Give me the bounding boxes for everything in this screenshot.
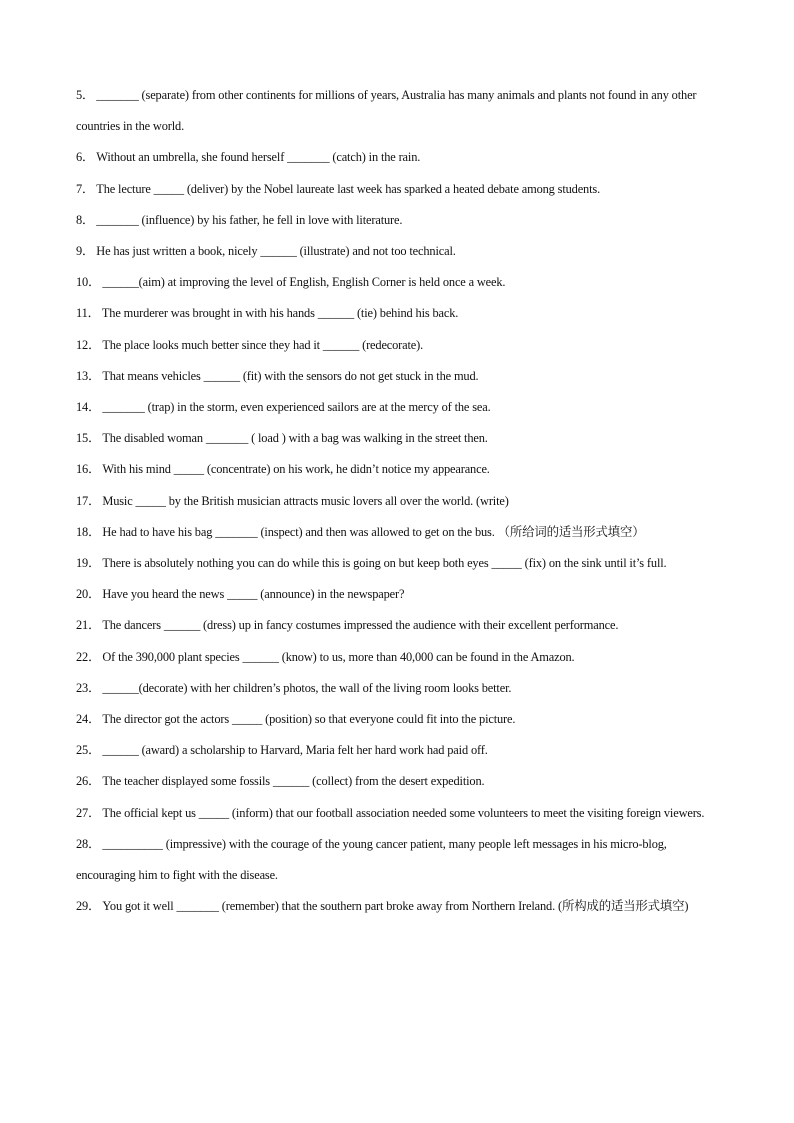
question-29 [76, 891, 718, 922]
question-27 [76, 798, 718, 829]
question-23 [76, 673, 718, 704]
question-text: The disabled woman _______ ( load ) with a bag was walking in the street then. [102, 431, 488, 446]
question-number: 14． [76, 400, 101, 415]
question-number: 20． [76, 587, 101, 602]
question-22 [76, 642, 718, 673]
question-number: 13． [76, 368, 101, 383]
question-number: 23． [76, 680, 101, 695]
question-text: The official kept us _____ (inform) that our football association needed some volunteers to meet the visiting foreign viewers. [102, 805, 705, 820]
question-20 [76, 579, 718, 610]
question-12 [76, 330, 718, 361]
question-number: 16． [76, 462, 101, 477]
question-text: _______ (separate) from other continents for millions of years, Australia has many animals and plants not found in any other countries in the world. [76, 88, 697, 134]
question-number: 26． [76, 774, 101, 789]
question-21 [76, 610, 718, 641]
question-text: Without an umbrella, she found herself _______ (catch) in the rain. [96, 150, 421, 165]
question-number: 29． [76, 899, 101, 914]
question-text: He has just written a book, nicely ______ (illustrate) and not too technical. [96, 244, 456, 259]
question-25 [76, 735, 718, 766]
question-number: 24． [76, 712, 101, 727]
question-13 [76, 361, 718, 392]
question-text: There is absolutely nothing you can do while this is going on but keep both eyes _____ (fix) on the sink until it’s full. [102, 556, 667, 571]
question-9 [76, 236, 718, 267]
question-number: 22． [76, 649, 101, 664]
question-number: 10． [76, 275, 101, 290]
question-text: Have you heard the news _____ (announce) in the newspaper? [102, 587, 405, 602]
question-11 [76, 298, 718, 329]
question-number: 6． [76, 150, 95, 165]
question-number: 28． [76, 836, 101, 851]
question-number: 15． [76, 431, 101, 446]
question-24 [76, 704, 718, 735]
question-text: The dancers ______ (dress) up in fancy costumes impressed the audience with their excellent performance. [102, 618, 619, 633]
question-15 [76, 423, 718, 454]
question-5 [76, 80, 718, 142]
question-text: ______(decorate) with her children’s photos, the wall of the living room looks better. [102, 680, 512, 695]
question-19 [76, 548, 718, 579]
question-text: The place looks much better since they had it ______ (redecorate). [102, 337, 424, 352]
question-text: The director got the actors _____ (position) so that everyone could fit into the picture. [102, 712, 516, 727]
question-number: 21． [76, 618, 101, 633]
question-number: 8． [76, 212, 95, 227]
question-text: The lecture _____ (deliver) by the Nobel laureate last week has sparked a heated debate among students. [96, 181, 601, 196]
question-text: The murderer was brought in with his hands ______ (tie) behind his back. [101, 306, 459, 321]
question-text: The teacher displayed some fossils ______ (collect) from the desert expedition. [102, 774, 485, 789]
question-text: With his mind _____ (concentrate) on his work, he didn’t notice my appearance. [102, 462, 490, 477]
question-number: 27． [76, 805, 101, 820]
question-text: You got it well _______ (remember) that the southern part broke away from Northern Ireland. (所构成的适当形式填空) [102, 899, 689, 914]
question-17 [76, 486, 718, 517]
question-number: 19． [76, 556, 101, 571]
question-text: _______ (trap) in the storm, even experienced sailors are at the mercy of the sea. [102, 400, 491, 415]
question-text: __________ (impressive) with the courage of the young cancer patient, many people left messages in his micro-blog, encouraging him to fight with the disease. [76, 836, 667, 883]
question-7 [76, 174, 718, 205]
question-number: 18． [76, 524, 101, 539]
question-number: 9． [76, 244, 95, 259]
question-6 [76, 142, 718, 173]
question-text: ______(aim) at improving the level of English, English Corner is held once a week. [102, 275, 506, 290]
question-16 [76, 454, 718, 485]
question-text: He had to have his bag _______ (inspect) and then was allowed to get on the bus. （所给词的适当形式填空） [102, 524, 645, 539]
question-text: ______ (award) a scholarship to Harvard, Maria felt her hard work had paid off. [102, 743, 488, 758]
question-number: 12． [76, 337, 101, 352]
question-text: Of the 390,000 plant species ______ (know) to us, more than 40,000 can be found in the Amazon. [102, 649, 575, 664]
question-text: Music _____ by the British musician attracts music lovers all over the world. (write) [102, 493, 509, 508]
question-10 [76, 267, 718, 298]
question-18 [76, 517, 718, 548]
question-number: 11． [76, 306, 100, 321]
question-text: _______ (influence) by his father, he fell in love with literature. [96, 212, 403, 227]
question-26 [76, 766, 718, 797]
question-number: 17． [76, 493, 101, 508]
question-number: 25． [76, 743, 101, 758]
question-14 [76, 392, 718, 423]
question-number: 5． [76, 88, 95, 102]
question-text: That means vehicles ______ (fit) with the sensors do not get stuck in the mud. [102, 368, 479, 383]
question-number: 7． [76, 181, 95, 196]
document-page [76, 80, 718, 922]
question-28 [76, 829, 718, 891]
question-8 [76, 205, 718, 236]
